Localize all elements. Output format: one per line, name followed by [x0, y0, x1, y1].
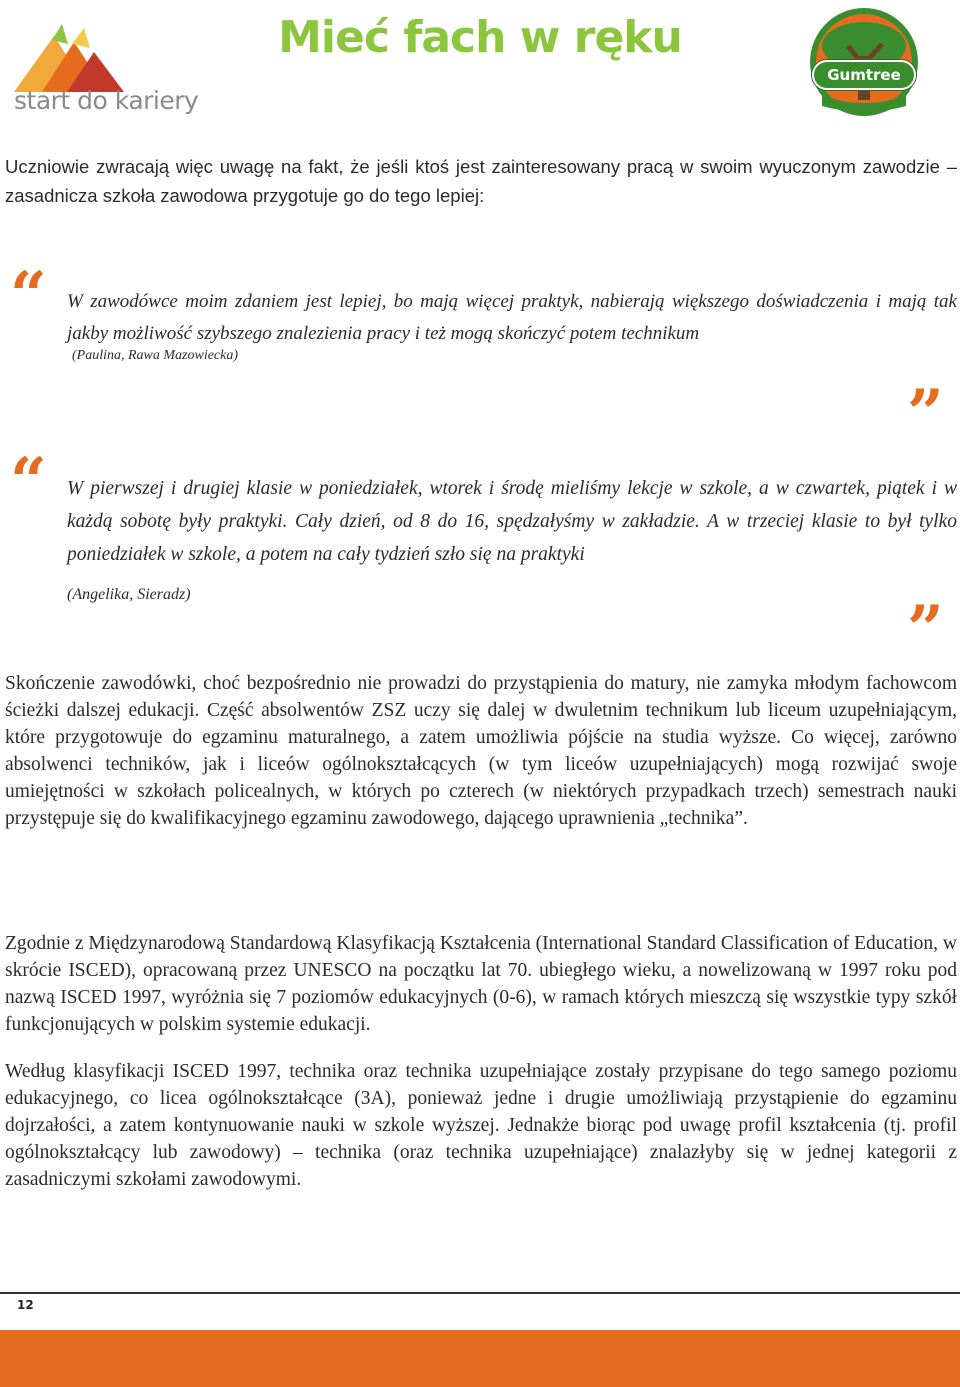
left-logo-text: start do kariery [14, 86, 199, 115]
page-number: 12 [17, 1298, 34, 1312]
quote-text: W pierwszej i drugiej klasie w poniedziałek, wtorek i środę mieliśmy lekcje w szkole, a w czwartek, piątek i w każdą sobotę były praktyki. Cały dzień, od 8 do 16, spędzałyśmy w zakładzie. A w trzeciej klasie to był tylko poniedziałek w szkole, a potem na cały tydzień szło się na praktyki [67, 478, 957, 565]
quote-attribution: (Angelika, Sieradz) [67, 586, 191, 603]
open-quote-icon: “ [10, 450, 47, 490]
close-quote-icon: ” [907, 382, 944, 422]
body-paragraph: Skończenie zawodówki, choć bezpośrednio nie prowadzi do przystąpienia do matury, nie zamyka młodym fachowcom ścieżki dalszej edukacji. Część absolwentów ZSZ uczy się dalej w dwuletnim technikum lub liceum uzupełniającym, które przygotowuje do egzaminu maturalnego, a zatem umożliwia pójście na studia wyższe. Co więcej, zarówno absolwenci techników, jak i liceów ogólnokształcących (w tym liceów uzupełniających) mogą rozwijać swoje umiejętności w szkołach policealnych, w których po czterech (w niektórych przypadkach trzech) semestrach nauki przystępuje się do kwalifikacyjnego egzaminu zawodowego, dającego uprawnienia „technika”. [5, 673, 957, 829]
intro-paragraph: Uczniowie zwracają więc uwagę na fakt, że jeśli ktoś jest zainteresowany pracą w swoim wyuczonym zawodzie – zasadnicza szkoła zawodowa przygotuje go do tego lepiej: [5, 156, 957, 206]
gumtree-logo [808, 6, 920, 118]
close-quote-icon: ” [907, 598, 944, 638]
page-title: Mieć fach w ręku [278, 12, 682, 63]
footer-bar [0, 1330, 960, 1387]
footer-divider [0, 1292, 960, 1294]
quote-text: W zawodówce moim zdaniem jest lepiej, bo mają więcej praktyk, nabierają większego doświadczenia i mają tak jakby możliwość szybszego znalezienia pracy i też mogą skończyć potem technikum [67, 291, 957, 344]
body-paragraph: Zgodnie z Międzynarodową Standardową Klasyfikacją Kształcenia (International Standard Classification of Education, w skrócie ISCED), opracowaną przez UNESCO na początku lat 70. ubiegłego wieku, a nowelizowaną w 1997 roku pod nazwą ISCED 1997, wyróżnia się 7 poziomów edukacyjnych (0-6), w ramach których mieszczą się wszystkie typy szkół funkcjonujących w polskim systemie edukacji. [5, 933, 957, 1035]
gumtree-logo-text: Gumtree [812, 60, 916, 90]
body-paragraph: Według klasyfikacji ISCED 1997, technika oraz technika uzupełniające zostały przypisane do tego samego poziomu edukacyjnego, co licea ogólnokształcące (3A), ponieważ jedne i drugie umożliwiają przystąpienie do egzaminu dojrzałości, a zatem kontynuowanie nauki w szkole wyższej. Jednakże biorąc pod uwagę profil kształcenia (tj. profil ogólnokształcący lub zawodowy) – technika (oraz technika uzupełniające) znalazłyby się w jednej kategorii z zasadniczymi szkołami zawodowymi. [5, 1061, 957, 1190]
open-quote-icon: “ [10, 264, 47, 304]
quote-attribution: (Paulina, Rawa Mazowiecka) [72, 348, 239, 363]
